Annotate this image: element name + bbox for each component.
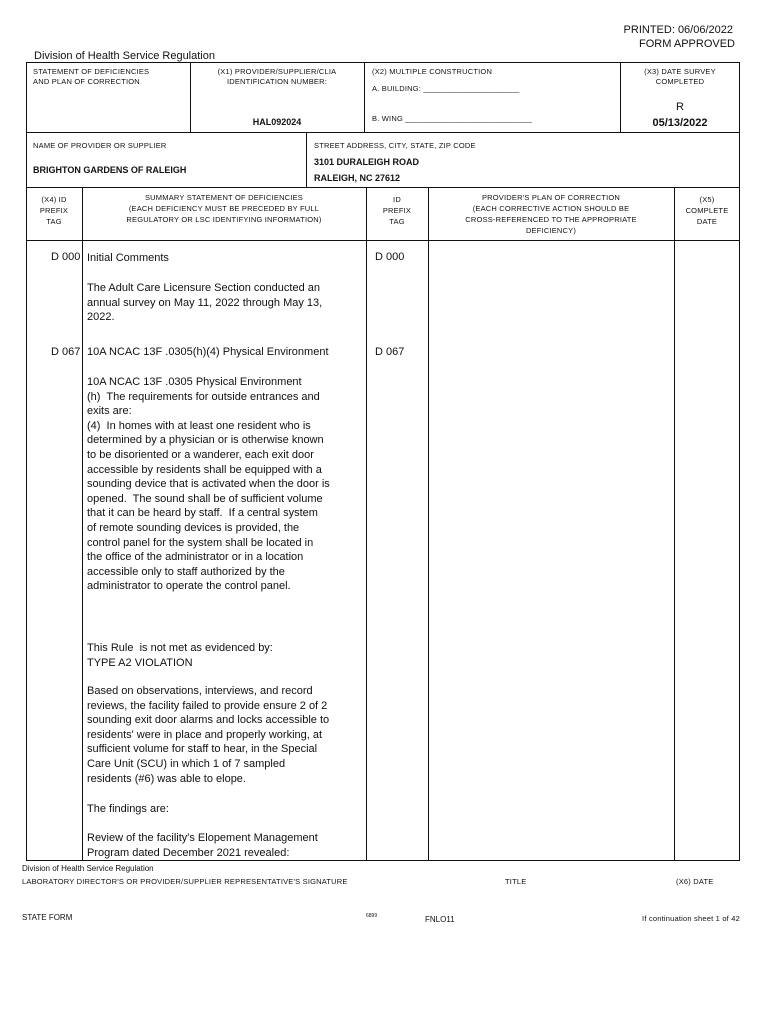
signature-label: LABORATORY DIRECTOR'S OR PROVIDER/SUPPLIER REPRESENTATIVE'S SIGNATURE	[22, 877, 348, 886]
x3-r: R	[676, 101, 684, 113]
footer-division: Division of Health Service Regulation	[22, 864, 154, 873]
summary-header-line: (EACH DEFICIENCY MUST BE PRECEDED BY FULL	[128, 204, 320, 213]
title-label: TITLE	[505, 877, 527, 886]
rule-text: 10A NCAC 13F .0305 Physical Environment (h) The requirements for outside entrances and exits are: (4) In homes with at least one resident who is determined by a physician or is otherwise known to be disoriented or a wanderer, each exit door accessible by residents shall be equipped with a sounding device that is activated when the door is opened. The sound shall be of sufficient volume that it can be heard by staff. If a central system of remote sounding devices is provided, the control panel for the system shall be located in the office of the administrator or in a location accessible only to staff authorized by the administrator to operate the control panel.	[87, 376, 330, 593]
id-header-line: PREFIX	[382, 206, 412, 215]
address-line-2: RALEIGH, NC 27612	[314, 173, 401, 183]
plan-header-line: CROSS-REFERENCED TO THE APPROPRIATE	[465, 215, 637, 224]
x3-label	[620, 67, 740, 87]
x1-value: HAL092024	[252, 117, 302, 127]
divider	[26, 240, 740, 241]
date-label: (X6) DATE	[676, 877, 714, 886]
divider	[306, 132, 307, 188]
statement-label-line: AND PLAN OF CORRECTION	[33, 77, 140, 86]
summary-header-line: REGULATORY OR LSC IDENTIFYING INFORMATION)	[126, 215, 322, 224]
x5-header-line: (X5)	[699, 195, 715, 204]
x3-label-line: (X3) DATE SURVEY	[644, 67, 716, 76]
d067-tag: D 067	[51, 346, 81, 358]
statement-label	[33, 67, 149, 87]
findings-text: The findings are:	[87, 803, 169, 815]
divider	[364, 62, 365, 133]
x2-building: A. BUILDING: ______________________	[372, 84, 520, 93]
continuation-note: If continuation sheet 1 of 42	[642, 914, 740, 923]
not-met-text: This Rule is not met as evidenced by: TYPE A2 VIOLATION	[87, 642, 273, 669]
address-label: STREET ADDRESS, CITY, STATE, ZIP CODE	[314, 141, 476, 150]
divider	[26, 132, 740, 133]
x4-header-line: TAG	[46, 217, 62, 226]
review-text: Review of the facility's Elopement Management Program dated December 2021 revealed:	[87, 832, 318, 859]
plan-header-line: PROVIDER'S PLAN OF CORRECTION	[481, 193, 621, 202]
divider	[26, 187, 740, 188]
divider	[366, 187, 367, 861]
id-header-line: ID	[393, 195, 401, 204]
x5-header-line: COMPLETE	[685, 206, 729, 215]
provider-label: NAME OF PROVIDER OR SUPPLIER	[33, 141, 167, 150]
d000-title: Initial Comments	[87, 252, 169, 264]
form-approved: FORM APPROVED	[639, 38, 735, 50]
summary-header-line: SUMMARY STATEMENT OF DEFICIENCIES	[144, 193, 303, 202]
id-header	[366, 194, 428, 227]
plan-header	[428, 192, 674, 236]
printed-date: PRINTED: 06/06/2022	[623, 24, 733, 36]
x4-header	[26, 194, 82, 227]
d067-title: 10A NCAC 13F .0305(h)(4) Physical Environment	[87, 346, 329, 358]
d067-id: D 067	[375, 346, 405, 358]
d000-text: The Adult Care Licensure Section conducted an annual survey on May 11, 2022 through May 13, 2022.	[87, 282, 323, 324]
divider	[428, 187, 429, 861]
id-header-line: TAG	[389, 217, 405, 226]
x5-header-line: DATE	[696, 217, 718, 226]
event-id: FNLO11	[425, 915, 455, 924]
d000-id: D 000	[375, 251, 405, 263]
x5-header	[674, 194, 740, 227]
provider-name: BRIGHTON GARDENS OF RALEIGH	[33, 165, 187, 175]
divider	[82, 187, 83, 861]
x4-header-line: (X4) ID	[41, 195, 67, 204]
x1-label-line: (X1) PROVIDER/SUPPLIER/CLIA	[217, 67, 337, 76]
division-title: Division of Health Service Regulation	[34, 50, 215, 62]
plan-header-line: (EACH CORRECTIVE ACTION SHOULD BE	[472, 204, 630, 213]
plan-header-line: DEFICIENCY)	[525, 226, 577, 235]
x1-label	[190, 67, 364, 87]
x4-header-line: PREFIX	[39, 206, 69, 215]
based-text: Based on observations, interviews, and record reviews, the facility failed to provide ensure 2 of 2 sounding exit door alarms and locks accessible to residents' were in place and properly working, at sufficient volume for staff to hear, in the Special Care Unit (SCU) in which 1 of 7 sampled residents (#6) was able to elope.	[87, 685, 330, 785]
address-line-1: 3101 DURALEIGH ROAD	[314, 157, 420, 167]
x1-label-line: IDENTIFICATION NUMBER:	[226, 77, 328, 86]
x3-label-line: COMPLETED	[655, 77, 705, 86]
summary-header	[82, 192, 366, 225]
x2-wing: B. WING _____________________________	[372, 114, 533, 123]
d000-tag: D 000	[51, 251, 81, 263]
state-form-label: STATE FORM	[22, 913, 73, 922]
form-number: 6899	[366, 913, 378, 919]
x2-label: (X2) MULTIPLE CONSTRUCTION	[372, 67, 493, 76]
statement-label-line: STATEMENT OF DEFICIENCIES	[33, 67, 150, 76]
x3-date: 05/13/2022	[652, 117, 708, 129]
divider	[674, 187, 675, 861]
